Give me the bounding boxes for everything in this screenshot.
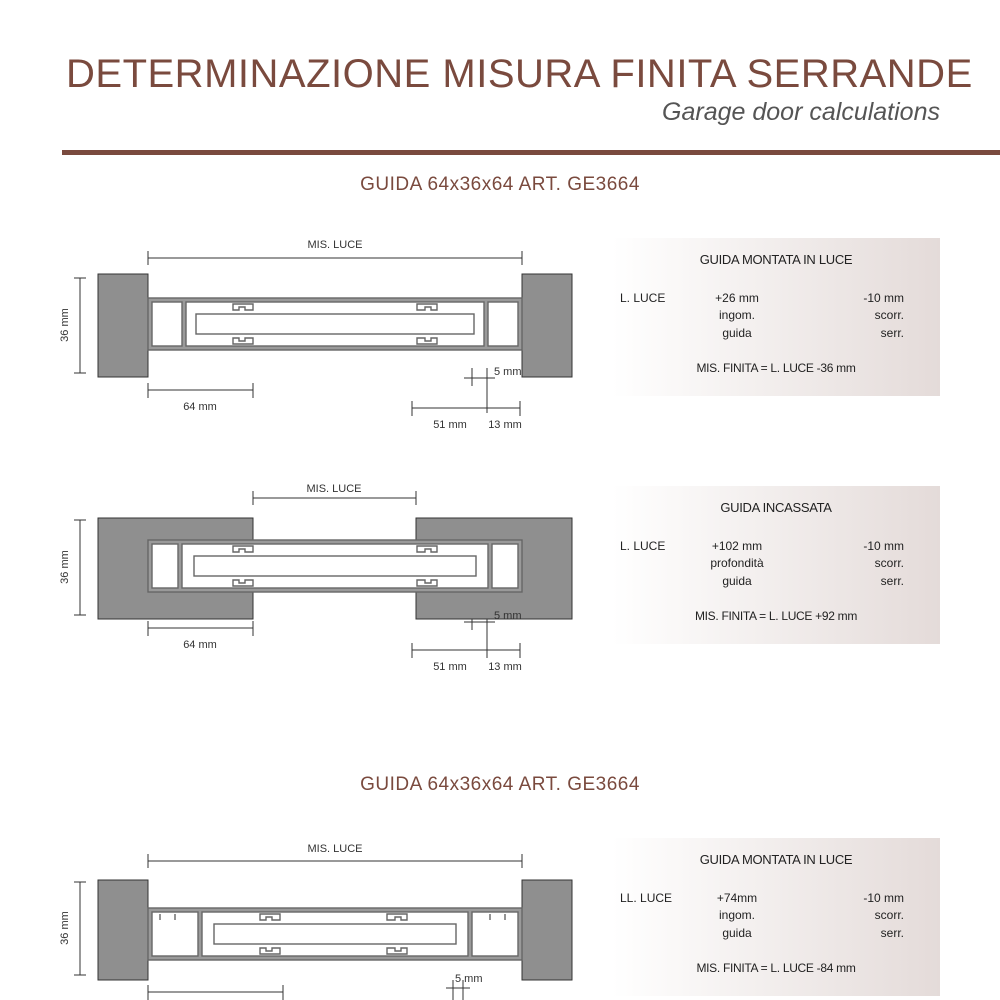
panel-heading: GUIDA INCASSATA [720, 500, 832, 515]
width-13-label: 13 mm [488, 661, 522, 673]
width-13-label: 13 mm [488, 419, 522, 431]
calc-panel-1 [612, 238, 940, 396]
height-label: 36 mm [59, 308, 71, 342]
mis-luce-label: MIS. LUCE [306, 483, 362, 495]
diagram-montata-in-luce [50, 228, 595, 458]
section-title-2: GUIDA 64x36x64 ART. GE3664 [360, 774, 640, 795]
height-label: 36 mm [59, 911, 71, 945]
gap-5-label: 5 mm [494, 366, 522, 378]
diagram-incassata [50, 470, 595, 700]
panel-col-base: LL. LUCE [620, 891, 673, 905]
panel-col-sub: -10 mm scorr. serr. [863, 291, 904, 340]
panel-heading: GUIDA MONTATA IN LUCE [699, 252, 853, 267]
panel-col-base: L. LUCE [620, 539, 666, 553]
gap-5-label: 5 mm [494, 610, 522, 622]
calc-panel-3 [612, 838, 940, 996]
panel-result: MIS. FINITA = L. LUCE -84 mm [696, 961, 856, 975]
page-title: DETERMINAZIONE MISURA FINITA SERRANDE [66, 52, 973, 96]
calc-panel-2 [612, 486, 940, 644]
panel-result: MIS. FINITA = L. LUCE +92 mm [694, 609, 858, 623]
panel-col-sub: -10 mm scorr. serr. [863, 891, 904, 940]
gap-5-label: 5 mm [455, 973, 483, 985]
panel-col-add: +102 mm profondità guida [710, 539, 764, 588]
height-label: 36 mm [59, 550, 71, 584]
panel-col-add: +74mm ingom. guida [716, 891, 758, 940]
mis-luce-label: MIS. LUCE [307, 843, 363, 855]
page-subtitle: Garage door calculations [662, 98, 940, 126]
mis-luce-label: MIS. LUCE [307, 239, 363, 251]
panel-col-base: L. LUCE [620, 291, 666, 305]
width-64-label: 64 mm [183, 639, 217, 651]
width-64-label: 64 mm [183, 401, 217, 413]
panel-col-sub: -10 mm scorr. serr. [863, 539, 904, 588]
width-51-label: 51 mm [433, 419, 467, 431]
panel-col-add: +26 mm ingom. guida [715, 291, 759, 340]
header-divider [62, 150, 1000, 155]
width-51-label: 51 mm [433, 661, 467, 673]
section-title-1: GUIDA 64x36x64 ART. GE3664 [360, 174, 640, 195]
panel-result: MIS. FINITA = L. LUCE -36 mm [696, 361, 856, 375]
panel-heading: GUIDA MONTATA IN LUCE [699, 852, 853, 867]
diagram-montata-in-luce-2 [50, 830, 595, 1000]
